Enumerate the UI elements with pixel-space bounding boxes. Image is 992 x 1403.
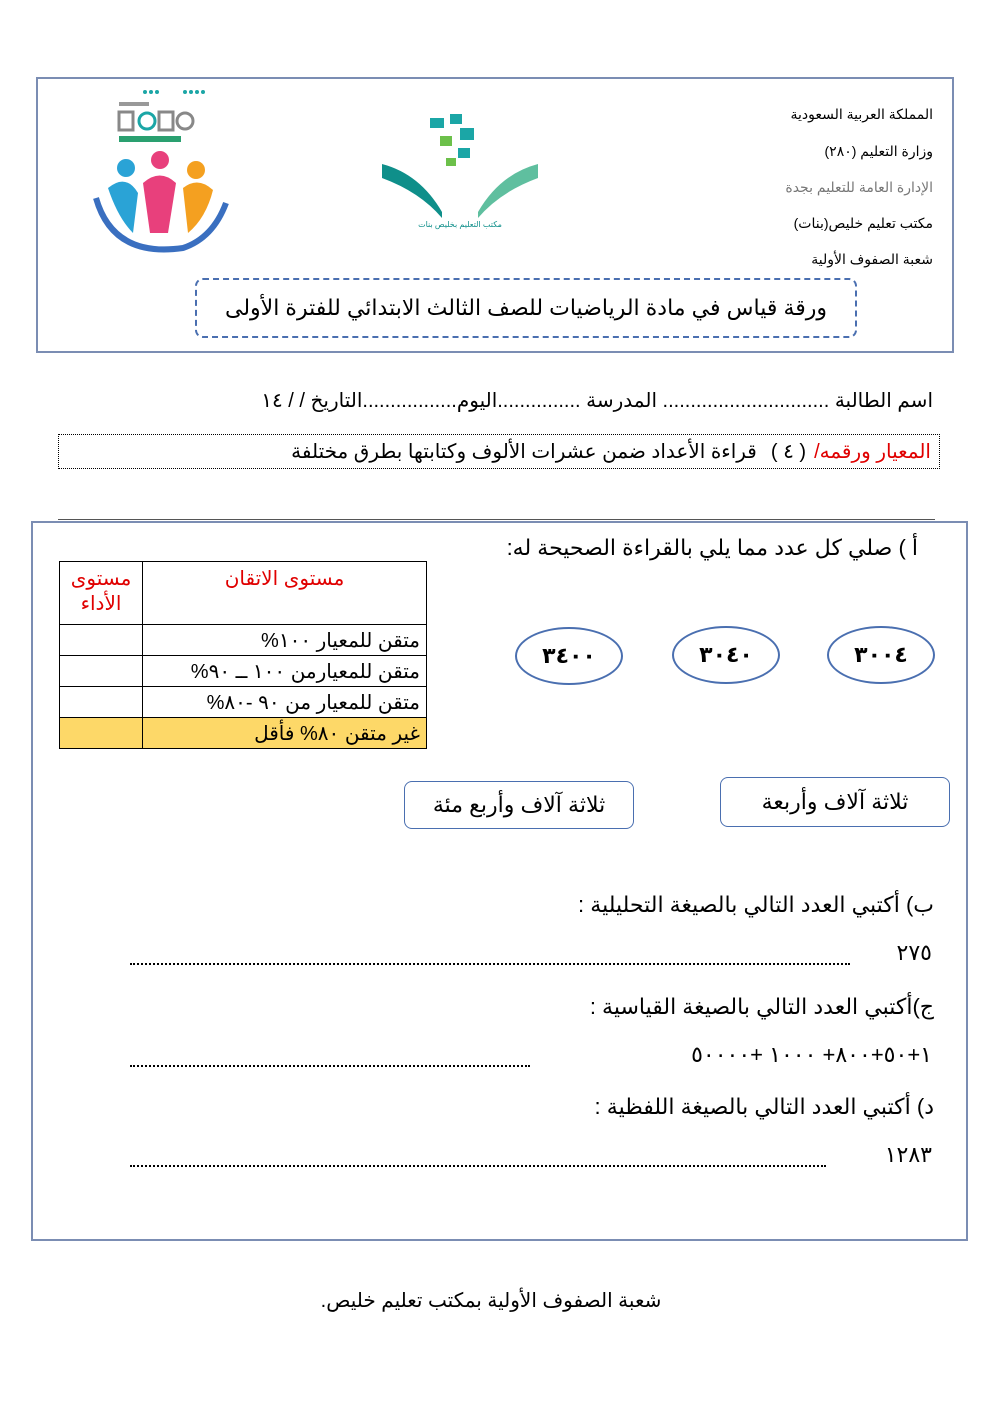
question-b-value: ٢٧٥ bbox=[896, 940, 932, 965]
header-line-kingdom: المملكة العربية السعودية bbox=[790, 106, 933, 122]
primary-grades-logo bbox=[88, 148, 233, 263]
divider bbox=[58, 519, 935, 520]
table-row-label: متقن للمعيار ١٠٠% bbox=[143, 625, 427, 656]
number-oval[interactable]: ٣٠٤٠ bbox=[672, 626, 780, 684]
answer-line-d[interactable] bbox=[130, 1165, 826, 1167]
logo-caption: مكتب التعليم بخليص بنات bbox=[418, 220, 502, 229]
criterion-label: المعيار ورقمه/ bbox=[814, 441, 931, 463]
education-office-logo bbox=[380, 108, 540, 233]
table-row-label: متقن للمعيارمن ١٠٠ ــ ٩٠% bbox=[143, 656, 427, 687]
footer-text: شعبة الصفوف الأولية بمكتب تعليم خليص. bbox=[320, 1290, 662, 1312]
performance-cell[interactable] bbox=[60, 718, 143, 749]
header-performance-level: مستوى الأداء bbox=[60, 562, 143, 625]
answer-line-c[interactable] bbox=[130, 1065, 530, 1067]
performance-cell[interactable] bbox=[60, 625, 143, 656]
number-oval[interactable]: ٣٠٠٤ bbox=[827, 626, 935, 684]
question-b-prompt: ب) أكتبي العدد التالي بالصيغة التحليلية : bbox=[578, 892, 934, 917]
reading-box[interactable]: ثلاثة آلاف وأربعة bbox=[720, 777, 950, 827]
header-line-ministry: وزارة التعليم (٢٨٠) bbox=[824, 143, 933, 159]
question-d-prompt: د) أكتبي العدد التالي بالصيغة اللفظية : bbox=[594, 1094, 934, 1119]
criterion-box bbox=[58, 434, 940, 469]
header-line-division: شعبة الصفوف الأولية bbox=[811, 251, 933, 267]
answer-line-b[interactable] bbox=[130, 963, 850, 965]
header-line-directorate: الإدارة العامة للتعليم بجدة bbox=[785, 179, 933, 195]
table-row-label: غير متقن ٨٠% فأقل bbox=[143, 718, 427, 749]
table-row-label: متقن للمعيار من ٩٠ -٨٠% bbox=[143, 687, 427, 718]
performance-cell[interactable] bbox=[60, 656, 143, 687]
question-c-value: ١+٥٠+٨٠٠+ ١٠٠٠ +٥٠٠٠٠ bbox=[691, 1042, 932, 1067]
performance-cell[interactable] bbox=[60, 687, 143, 718]
worksheet-title: ورقة قياس في مادة الرياضيات للصف الثالث الابتدائي للفترة الأولى bbox=[195, 278, 857, 338]
question-d-value: ١٢٨٣ bbox=[884, 1142, 932, 1167]
criterion-text: قراءة الأعداد ضمن عشرات الألوف وكتابتها بطرق مختلفة bbox=[291, 441, 757, 463]
question-a-prompt: أ ) صلي كل عدد مما يلي بالقراءة الصحيحة له: bbox=[506, 535, 918, 560]
mastery-table bbox=[59, 561, 427, 749]
header-line-office: مكتب تعليم خليص(بنات) bbox=[793, 215, 933, 231]
header-mastery-level: مستوى الاتقان bbox=[143, 562, 427, 625]
criterion-number: ( ٤ ) bbox=[770, 441, 807, 463]
student-info-line: اسم الطالبة .............................. المدرسة ...............اليوم.................التاريخ / / ١٤ bbox=[261, 390, 933, 412]
number-oval[interactable]: ٣٤٠٠ bbox=[515, 627, 623, 685]
vision-2030-logo bbox=[115, 86, 230, 144]
question-c-prompt: ج)أكتبي العدد التالي بالصيغة القياسية : bbox=[589, 994, 934, 1019]
reading-box[interactable]: ثلاثة آلاف وأربع مئة bbox=[404, 781, 634, 829]
